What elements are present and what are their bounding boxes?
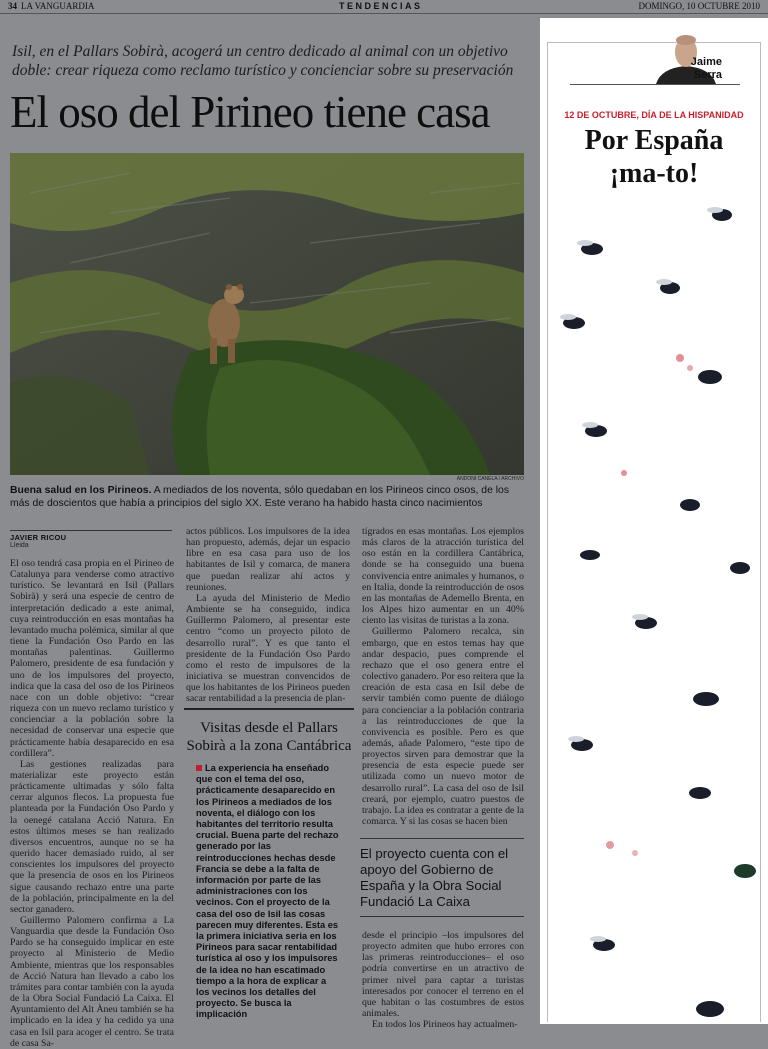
article-column-2: actos públicos. Los impulsores de la idea han propuesto, además, dejar un espacio libre en esa casa para uso de los habitantes de Isil y comarca, de manera que puedan realizar ahí actos y reuniones. La ayuda del Ministerio de Medio Ambiente se ha conseguido, indica Guillermo Palomero, al presentar este centro “como un proyecto piloto de desarrollo rural”. Y es que tanto el presidente de la Fundación Oso Pardo como el resto de impulsores de la iniciativa se muestran convencidos de que los habitantes de los Pirineos pueden sacar rentabilidad a la presencia de plan- (186, 526, 350, 705)
fly-icon (707, 207, 732, 221)
byline (10, 530, 172, 549)
author-name-block: Jaime Serra (690, 56, 722, 81)
author-name: JAVIER RICOU (10, 533, 67, 542)
column-kicker: 12 DE OCTUBRE, DÍA DE LA HISPANIDAD (564, 110, 744, 120)
pull-quote: El proyecto cuenta con el apoyo del Gobierno de España y la Obra Social Fundació La Caixa (360, 838, 524, 917)
opinion-column (540, 18, 768, 1024)
photo-credit: ANDONI CANELA / ARCHIVO (456, 476, 524, 482)
section-title: TENDENCIAS (339, 1, 423, 11)
photo-caption: Buena salud en los Pirineos. A mediados de los noventa, sólo quedaban en los Pirineos cinco osos, de los más de doscientos que había a principios del siglo XX. Este verano ha habido hasta cinco nacimientos (10, 485, 510, 509)
bear-photo (10, 153, 524, 475)
article-column-3-continued: desde el principio –los impulsores del proyecto admiten que hubo errores con las primeras reintroducciones– el oso podría convertirse en un atractivo de primer nivel para captar a turistas interesados por conocer el terreno en el que habitan o las costumbres de estos animales. En todos los Pirineos hay actualmen- (362, 930, 524, 1031)
article-subhead: Isil, en el Pallars Sobirà, acogerá un centro dedicado al animal con un objetivo doble: crear riqueza como reclamo turístico y concienciar sobre su preservación (12, 43, 514, 79)
column-title: Por España ¡ma-to! (584, 125, 724, 189)
page-number-and-publication: 34 LA VANGUARDIA (8, 1, 95, 11)
article-column-3: tígrados en esas montañas. Los ejemplos más claros de la atracción turística del oso están en la cordillera Cantábrica, donde se ha conseguido una buena convivencia entre animales y humanos, o en Italia, donde la reintroducción de osos en las montañas de Ademello Brenta, en los Alpes hizo aumentar en un 40% ciento las visitas de turistas a la zona. Guillermo Palomero recalca, sin embargo, que en estos temas hay que andar despacio, pues comprende el rechazo que el oso genera entre el colectivo ganadero. Por eso reitera que la creación de esta casa en Isil debe de servir también como puente de diálogo para concienciar a la población contraria a las reintroducciones de que la convivencia es posible. Pero es que además, añade Palomero, “este tipo de proyectos sirven para demostrar que la presencia de esta especie puede ser utilizada como un nuevo motor de desarrollo rural”. La casa del oso de Isil creará, por ejemplo, cuatro puestos de trabajo. La idea es contratar a gente de la comarca. Y si las cosas se hacen bien (362, 526, 524, 828)
author-location: Lleida (10, 542, 29, 549)
page-header (0, 0, 768, 14)
box-title: Visitas desde el Pallars Sobirà a la zona Cantábrica (186, 720, 352, 754)
author-divider (570, 84, 740, 85)
article-headline: El oso del Pirineo tiene casa (10, 87, 490, 137)
sidebar-box (184, 708, 354, 1024)
article-column-1: El oso tendrá casa propia en el Pirineo de Catalunya para venderse como atractivo turístico. Se levantará en Isil (Pallars Sobirà) y será una especie de centro de interpretación dedicado a este animal, cuya reintroducción en esas montañas ha levantado mucha polémica, similar al que tiene la Fundación Oso Pardo en las montañas palentinas. Guillermo Palomero, presidente de esa fundación y uno de los impulsores del proyecto, indica que la casa del oso de los Pirineos nace con un doble objetivo: “crear riqueza con un nuevo reclamo turístico y concienciar a la población sobre la necesidad de conservar una especie que prácticamente había desaparecido en esa cordillera”. Las gestiones realizadas para materializar este proyecto están prácticamente ultimadas y sólo falta cerrar algunos flecos. La propuesta fue planteada por la Fundación Oso Pardo y la oenegé catalana Acció Natura. En estos últimos meses se han realizado diversos encuentros, aunque no se ha querido hacer demasiado ruido, al ser conscientes los impulsores del proyecto que la presencia de osos en los Pirineos sigue causando rechazo entre una parte de la población, principalmente en la del sector ganadero. Guillermo Palomero confirma a La Vanguardia que desde la Fundación Oso Pardo se ha conseguido implicar en este proyecto al Ministerio de Medio Ambiente, mientras que los responsables de Acció Natura han llevado a cabo los trámites para contar también con la ayuda de la Obra Social Fundació La Caixa. El Ayuntamiento del Alt Àneu también se ha implicado en la idea y ha cedido ya una casa en Isil para acoger el centro. Se trata de casa Sa- (10, 558, 174, 1049)
box-text: La experiencia ha enseñado que con el tema del oso, prácticamente desaparecido en los Pirineos a mediados de los noventa, el diálogo con los habitantes del territorio resulta crucial. Buena parte del rechazo generado por las reintroducciones hechas desde Francia se debe a la falta de información por parte de las administraciones con los vecinos. Con el proyecto de la casa del oso de Isil las cosas parecen muy diferentes. Esta es la primera iniciativa seria en los Pirineos para sacar rentabilidad turística al oso y los impulsores de la idea no han escatimado tiempo a la hora de explicar a los vecinos los detalles del proyecto. Se busca la implicación (196, 763, 339, 1020)
page-date: DOMINGO, 10 OCTUBRE 2010 (638, 1, 760, 11)
flies-illustration (540, 163, 768, 1024)
red-square-icon (196, 765, 202, 771)
